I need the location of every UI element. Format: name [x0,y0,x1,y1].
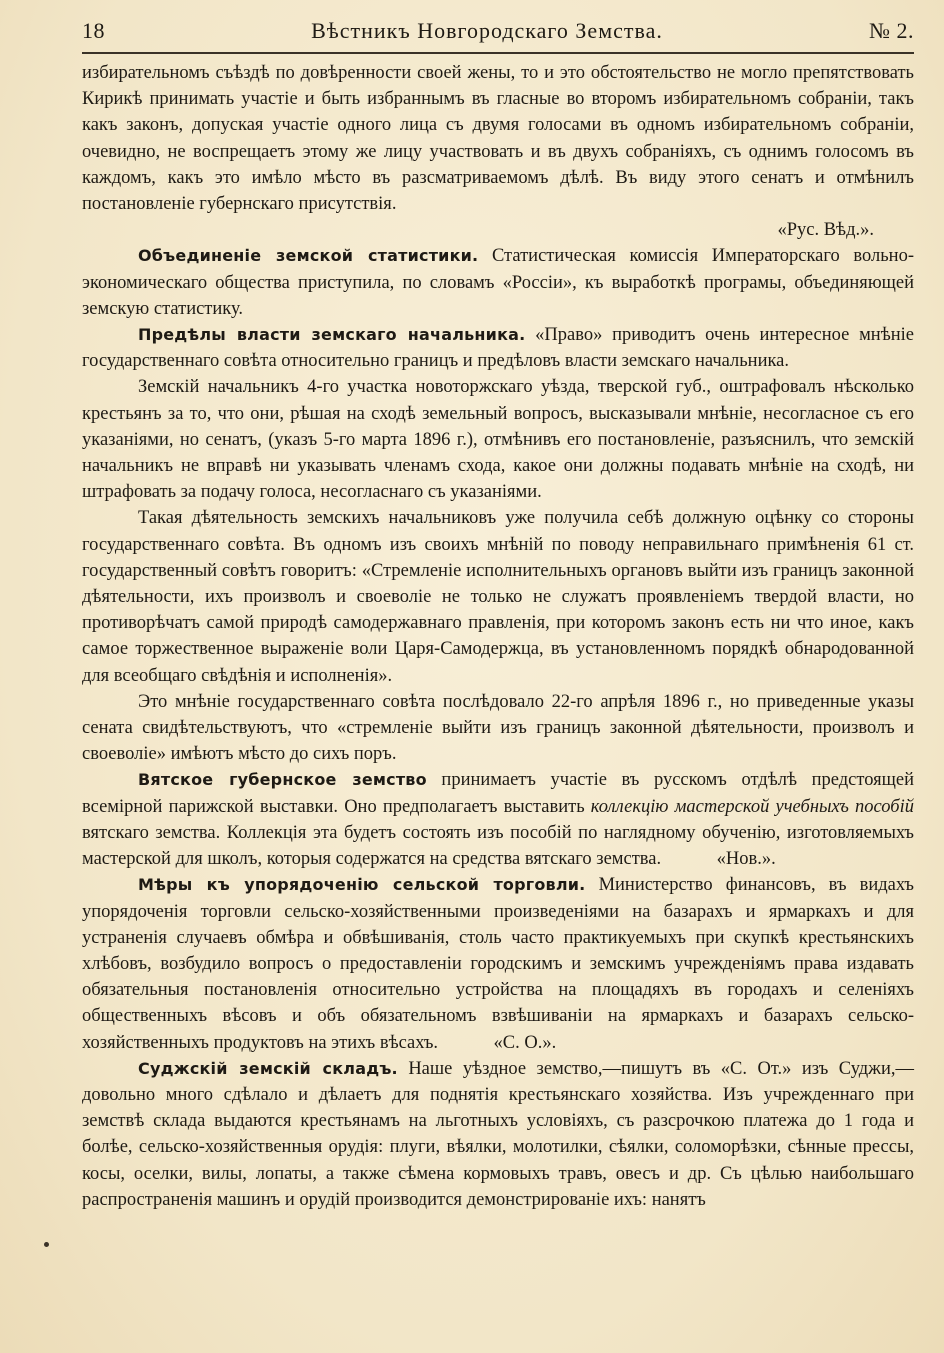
news-item-zemsky-chief [82,322,914,374]
journal-title: Вѣстникъ Новгородскаго Земства. [311,18,663,43]
source-citation [82,217,914,243]
news-heading: Мѣры къ упорядоченію сельской торговли. [138,875,586,895]
paragraph [82,374,914,505]
paragraph-text: Земскій начальникъ 4-го участка новоторжскаго уѣзда, тверской губ., оштрафовалъ нѣсколько крестьянъ за то, что они, рѣшая на сходѣ земельный вопросъ, высказывали мнѣніе, несогласное съ его указаніями, но сенатъ, (указъ 5-го марта 1896 г.), отмѣнивъ его постановленіе, разъяснилъ, что земскій начальникъ не вправѣ ни указывать членамъ схода, какое они должны подавать мнѣніе на сходѣ, ни штрафовать за подачу голоса, несогласнаго съ указаніями. [82,377,914,503]
source-text: «Нов.». [716,849,776,870]
news-item-vyatka [82,767,914,872]
news-heading: Объединеніе земской статистики. [138,246,479,266]
paragraph-text: Такая дѣятельность земскихъ начальниковъ уже получила себѣ должную оцѣнку со стороны государственнаго совѣта. Въ одномъ изъ своихъ мнѣній по поводу неправильнаго примѣненія 61 ст. государственный совѣтъ говоритъ: «Стремленіе исполнительныхъ органовъ выйти изъ границъ законной дѣятельности, ихъ произволъ и своеволіе не только не служатъ проявленіемъ твердой власти, но противорѣчатъ самой природѣ самодержавнаго правленія, при которомъ законъ есть ни что иное, какъ самое торжественное выраженіе воли Царя-Самодержца, въ установленномъ порядкѣ обнародованной для всеобщаго свѣдѣнія и исполненія». [82,508,914,686]
article-body [82,54,914,1213]
news-text: вятскаго земства. Коллекція эта будетъ состоять изъ пособій по наглядному обученію, изготовляемыхъ мастерской для школъ, которыя содержатся на средства вятскаго земства. [82,822,914,870]
news-item-trade [82,872,914,1055]
news-text: «Право» приводитъ очень интересное мнѣніе государственнаго совѣта относительно границъ и предѣловъ власти земскаго начальника. [82,325,914,372]
paragraph [82,505,914,688]
source-text: «Рус. Вѣд.». [777,220,874,241]
news-text: Министерство финансовъ, въ видахъ упорядоченія торговли сельско-хозяйственными произведеніями на базарахъ и ярмаркахъ и для устраненія случаевъ обмѣра и обвѣшиванія, столь часто практикуемыхъ при скупкѣ крестьянскихъ хлѣбовъ, возбудило вопросъ о предоставленіи городскимъ и земскимъ учрежденіямъ права издавать обязательныя постановленія относительно устройства на площадяхъ въ городахъ и селеніяхъ общественныхъ вѣсовъ и объ обязательномъ взвѣшиваніи на ярмаркахъ и базарахъ сельско-хозяйственныхъ продуктовъ на этихъ вѣсахъ. [82,875,914,1053]
emphasized-text: коллекцію мастерской учебныхъ пособій [590,796,914,817]
paragraph-text: Это мнѣніе государственнаго совѣта послѣдовало 22-го апрѣля 1896 г., но приведенные указы сената свидѣтельствуютъ, что «стремленіе выйти изъ границъ законной дѣятельности, произволъ и своеволіе» имѣютъ мѣсто до сихъ поръ. [82,691,914,765]
news-text: Наше уѣздное земство,—пишутъ въ «С. От.» изъ Суджи,—довольно много сдѣлало и дѣлаетъ для поднятія крестьянскаго хозяйства. Изъ учрежденнаго при земствѣ склада выдаются крестьянамъ на льготныхъ условіяхъ, съ разсрочкою платежа до 1 года и болѣе, сельско-хозяйственныя орудія: плуги, вѣялки, молотилки, сѣялки, соломорѣзки, сѣнные прессы, косы, оселки, вилы, лопаты, а также сѣмена кормовыхъ травъ, овесъ и др. Съ цѣлью наибольшаго распространенія машинъ и орудій производится демонстрированіе ихъ: нанятъ [82,1058,914,1210]
paragraph-continuation [82,60,914,217]
news-heading: Суджскій земскій складъ. [138,1058,398,1078]
news-item-sudzha [82,1056,914,1213]
news-heading: Вятское губернское земство [138,770,427,790]
news-text: Статистическая комиссія Императорскаго вольно-экономическаго общества приступила, по словамъ «Россіи», къ выработкѣ програмы, объединяющей земскую статистику. [82,246,914,319]
page-header [82,18,914,54]
paragraph [82,689,914,768]
source-text: «С. О.». [493,1032,557,1053]
paragraph-text: избирательномъ съѣздѣ по довѣренности своей жены, то и это обстоятельство не могло препятствовать Кирикѣ принимать участіе и быть избраннымъ въ гласные во второмъ избирательномъ собраніи, такъ какъ законъ, допуская участіе одного лица съ двумя голосами въ одномъ избирательномъ собраніи, очевидно, не воспрещаетъ этому же лицу участвовать и въ двухъ собраніяхъ, съ однимъ голосомъ въ каждомъ, какъ это имѣло мѣсто въ разсматриваемомъ дѣлѣ. Въ виду этого сенатъ и отмѣнилъ постановленіе губернскаго присутствія. [82,63,914,215]
news-text: принимаетъ участіе въ русскомъ отдѣлѣ предстоящей всемірной парижской выставки. Оно предполагаетъ выставить [82,770,914,817]
news-heading: Предѣлы власти земскаго начальника. [138,325,526,345]
margin-mark [44,1242,49,1247]
news-item-statistics [82,243,914,322]
issue-number: № 2. [869,18,914,43]
page-number: 18 [82,18,105,43]
